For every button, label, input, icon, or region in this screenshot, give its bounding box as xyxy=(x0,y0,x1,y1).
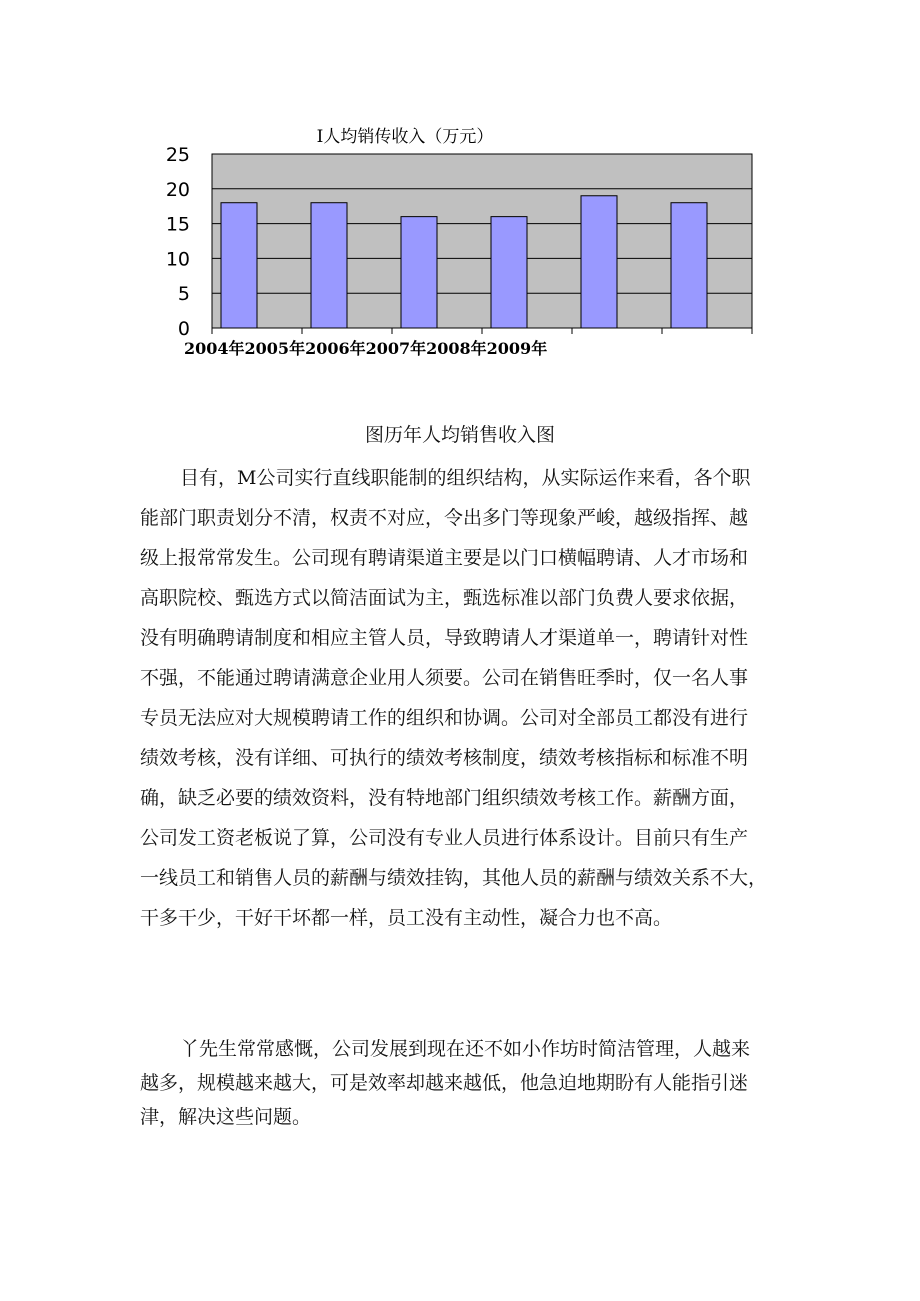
y-tick-label: 15 xyxy=(165,213,190,236)
text-line: 越多，规模越来越大，可是效率却越来越低，他急迫地期盼有人能指引迷 xyxy=(140,1072,749,1094)
sales-per-capita-chart xyxy=(150,118,770,368)
y-tick-label: 20 xyxy=(165,178,190,201)
text-line: 高职院校、甄选方式以简洁面试为主，甄选标准以部门负费人要求依据， xyxy=(140,587,749,609)
text-line: 绩效考核，没有详细、可执行的绩效考核制度，绩效考核指标和标准不明 xyxy=(140,747,749,769)
figure-caption: 图历年人均销售收入图 xyxy=(364,424,555,446)
text-line: 能部门职责划分不清，权责不对应，令出多门等现象严峻，越级指挥、越 xyxy=(140,507,749,529)
body-paragraph-1 xyxy=(140,458,788,938)
y-tick-label: 0 xyxy=(177,318,190,340)
text-line: 没有明确聘请制度和相应主管人员，导致聘请人才渠道单一，聘请针对性 xyxy=(140,627,749,649)
text-line: 一线员工和销售人员的薪酬与绩效挂钩，其他人员的薪酬与绩效关系不大， xyxy=(140,867,768,889)
chart-title: I人均销传收入（万元） xyxy=(316,127,494,147)
bar-2008年 xyxy=(581,196,617,328)
bar-2009年 xyxy=(671,203,707,328)
text-line: 干多干少，干好干坏都一样，员工没有主动性，凝合力也不高。 xyxy=(140,907,673,929)
y-tick-label: 5 xyxy=(177,283,190,306)
text-line: 级上报常常发生。公司现有聘请渠道主要是以门口横幅聘请、人才市场和 xyxy=(140,547,749,569)
text-line: 丫先生常常感慨，公司发展到现在还不如小作坊时简洁管理，人越来 xyxy=(180,1038,751,1060)
bar-2004年 xyxy=(221,203,257,328)
text-line: 公司发工资老板说了算，公司没有专业人员进行体系设计。目前只有生产 xyxy=(140,827,749,849)
chart-canvas xyxy=(150,118,770,368)
text-line: 不强，不能通过聘请满意企业用人须要。公司在销售旺季时，仅一名人事 xyxy=(140,667,749,689)
x-axis-category-labels: 2004年2005年2006年2007年2008年2009年 xyxy=(184,339,548,358)
y-axis-ticks xyxy=(166,144,190,340)
bar-2006年 xyxy=(401,217,437,328)
y-tick-label: 25 xyxy=(165,144,190,166)
bar-2005年 xyxy=(311,203,347,328)
text-line: 确，缺乏必要的绩效资料，没有特地部门组织绩效考核工作。薪酬方面， xyxy=(140,787,749,809)
text-line: 目有，M公司实行直线职能制的组织结构，从实际运作来看，各个职 xyxy=(180,467,751,489)
bar-2007年 xyxy=(491,217,527,328)
text-line: 津，解决这些问题。 xyxy=(140,1106,312,1128)
body-paragraph-2 xyxy=(140,1032,788,1134)
y-tick-label: 10 xyxy=(165,248,190,271)
text-line: 专员无法应对大规模聘请工作的组织和协调。公司对全部员工都没有进行 xyxy=(140,707,749,729)
